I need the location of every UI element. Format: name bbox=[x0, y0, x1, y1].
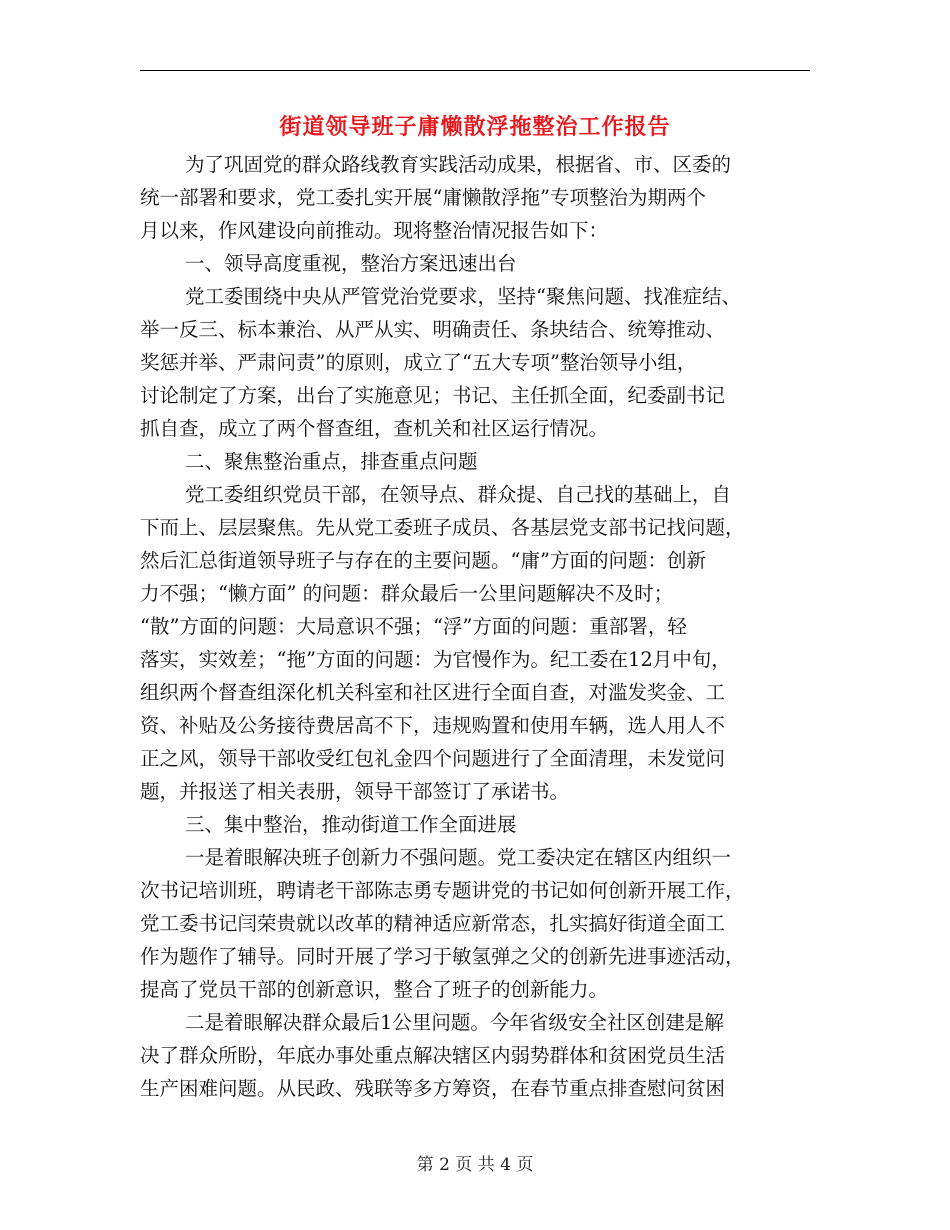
text-line: 落实，实效差；“拖”方面的问题：为官慢作为。纪工委在12月中旬， bbox=[140, 648, 731, 671]
text-line: 正之风，领导干部收受红包礼金四个问题进行了全面清理，未发觉问 bbox=[140, 747, 726, 770]
header-rule bbox=[140, 70, 810, 71]
text-line: 月以来，作风建设向前推动。现将整治情况报告如下： bbox=[140, 219, 609, 242]
text-line: 讨论制定了方案，出台了实施意见；书记、主任抓全面，纪委副书记 bbox=[140, 384, 726, 407]
text-line: 为了巩固党的群众路线教育实践活动成果，根据省、市、区委的 bbox=[185, 153, 732, 176]
text-line: 次书记培训班，聘请老干部陈志勇专题讲党的书记如何创新开展工作， bbox=[140, 879, 745, 902]
text-line: 然后汇总街道领导班子与存在的主要问题。“庸”方面的问题：创新 bbox=[140, 549, 706, 572]
text-line: 奖惩并举、严肃问责”的原则，成立了“五大专项”整治领导小组， bbox=[140, 351, 697, 374]
text-line: 生产困难问题。从民政、残联等多方筹资，在春节重点排查慰问贫困 bbox=[140, 1077, 726, 1100]
text-line: 党工委组织党员干部，在领导点、群众提、自己找的基础上，自 bbox=[185, 483, 732, 506]
text-line: 题，并报送了相关表册，领导干部签订了承诺书。 bbox=[140, 780, 570, 803]
text-line: 一是着眼解决班子创新力不强问题。党工委决定在辖区内组织一 bbox=[185, 846, 732, 869]
text-line: 组织两个督查组深化机关科室和社区进行全面自查，对滥发奖金、工 bbox=[140, 681, 726, 704]
text-line: 提高了党员干部的创新意识，整合了班子的创新能力。 bbox=[140, 978, 609, 1001]
text-line: 统一部署和要求，党工委扎实开展“庸懒散浮拖”专项整治为期两个 bbox=[140, 186, 706, 209]
text-line: 党工委书记闫荣贵就以改革的精神适应新常态，扎实搞好街道全面工 bbox=[140, 912, 726, 935]
text-line: “散”方面的问题：大局意识不强；“浮”方面的问题：重部署，轻 bbox=[140, 615, 687, 638]
text-line: 力不强；“懒方面” 的问题：群众最后一公里问题解决不及时； bbox=[140, 582, 674, 605]
document-title: 街道领导班子庸懒散浮拖整治工作报告 bbox=[279, 114, 671, 140]
text-line: 作为题作了辅导。同时开展了学习于敏氢弹之父的创新先进事迹活动， bbox=[140, 945, 745, 968]
text-line: 二是着眼解决群众最后1公里问题。今年省级安全社区创建是解 bbox=[185, 1011, 724, 1034]
text-line: 抓自查，成立了两个督查组，查机关和社区运行情况。 bbox=[140, 417, 609, 440]
text-line: 一、领导高度重视，整治方案迅速出台 bbox=[185, 252, 517, 275]
document-body bbox=[140, 148, 810, 1105]
page-number: 第 2 页 共 4 页 bbox=[416, 1155, 534, 1175]
text-line: 决了群众所盼，年底办事处重点解决辖区内弱势群体和贫困党员生活 bbox=[140, 1044, 726, 1067]
text-line: 党工委围绕中央从严管党治党要求，坚持“聚焦问题、找准症结、 bbox=[185, 285, 741, 308]
text-line: 三、集中整治，推动街道工作全面进展 bbox=[185, 813, 517, 836]
text-line: 二、聚焦整治重点，排查重点问题 bbox=[185, 450, 478, 473]
text-line: 下而上、层层聚焦。先从党工委班子成员、各基层党支部书记找问题， bbox=[140, 516, 745, 539]
text-line: 资、补贴及公务接待费居高不下，违规购置和使用车辆，选人用人不 bbox=[140, 714, 726, 737]
text-line: 举一反三、标本兼治、从严从实、明确责任、条块结合、统筹推动、 bbox=[140, 318, 726, 341]
